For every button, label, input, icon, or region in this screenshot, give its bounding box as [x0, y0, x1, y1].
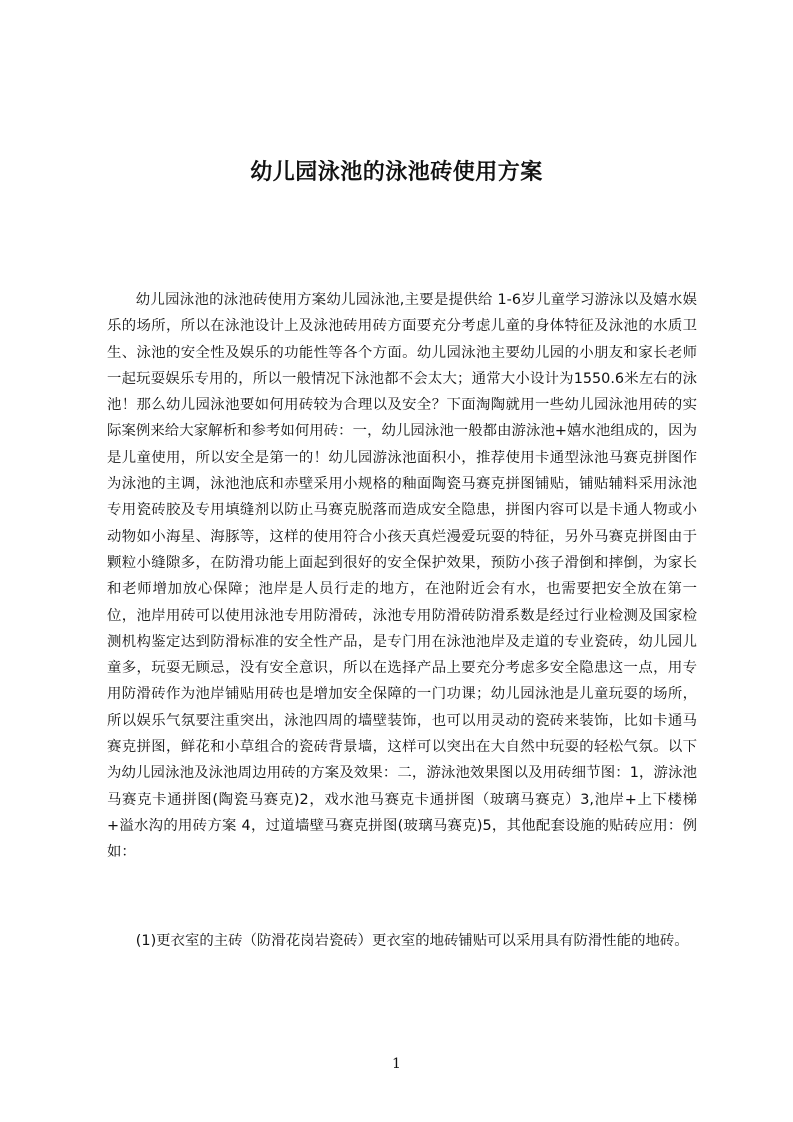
- body-paragraph-2: (1)更衣室的主砖（防滑花岗岩瓷砖）更衣室的地砖铺贴可以采用具有防滑性能的地砖。: [135, 933, 689, 949]
- page-number: 1: [392, 1056, 401, 1072]
- document-title: 幼儿园泳池的泳池砖使用方案: [250, 159, 543, 185]
- body-paragraph-1: 幼儿园泳池的泳池砖使用方案幼儿园泳池,主要是提供给 1-6岁儿童学习游泳以及嬉水娱乐的场所，所以在泳池设计上及泳池砖用砖方面要充分考虑儿童的身体特征及泳池的水质卫生、泳池的安全性及娱乐的功能性等各个方面。幼儿园泳池主要幼儿园的小朋友和家长老师一起玩耍娱乐专用的，所以一般情况下泳池都不会太大；通常大小设计为1550.6米左右的泳池！那么幼儿园泳池要如何用砖较为合理以及安全？下面淘陶就用一些幼儿园泳池用砖的实际案例来给大家解析和参考如何用砖：一，幼儿园泳池一般都由游泳池+嬉水池组成的，因为是儿童使用，所以安全是第一的！幼儿园游泳池面积小，推荐使用卡通型泳池马赛克拼图作为泳池的主调，泳池池底和赤壁采用小规格的釉面陶瓷马赛克拼图铺贴，铺贴辅料采用泳池专用瓷砖胶及专用填缝剂以防止马赛克脱落而造成安全隐患，拼图内容可以是卡通人物或小动物如小海星、海豚等，这样的使用符合小孩天真烂漫爱玩耍的特征，另外马赛克拼图由于颗粒小缝隙多，在防滑功能上面起到很好的安全保护效果，预防小孩子滑倒和摔倒，为家长和老师增加放心保障；池岸是人员行走的地方，在池附近会有水，也需要把安全放在第一位，池岸用砖可以使用泳池专用防滑砖，泳池专用防滑砖防滑系数是经过行业检测及国家检测机构鉴定达到防滑标准的安全性产品，是专门用在泳池池岸及走道的专业瓷砖，幼儿园儿童多，玩耍无顾忌，没有安全意识，所以在选择产品上要充分考虑多安全隐患这一点，用专用防滑砖作为池岸铺贴用砖也是增加安全保障的一门功课；幼儿园泳池是儿童玩耍的场所，所以娱乐气氛要注重突出，泳池四周的墙壁装饰，也可以用灵动的瓷砖来装饰，比如卡通马赛克拼图，鲜花和小草组合的瓷砖背景墙，这样可以突出在大自然中玩耍的轻松气氛。以下为幼儿园泳池及泳池周边用砖的方案及效果：二，游泳池效果图以及用砖细节图：1，游泳池马赛克卡通拼图(陶瓷马赛克)2，戏水池马赛克卡通拼图（玻璃马赛克）3,池岸+上下楼梯+溢水沟的用砖方案 4，过道墙壁马赛克拼图(玻璃马赛克)5，其他配套设施的贴砖应用：例如：: [107, 292, 697, 861]
